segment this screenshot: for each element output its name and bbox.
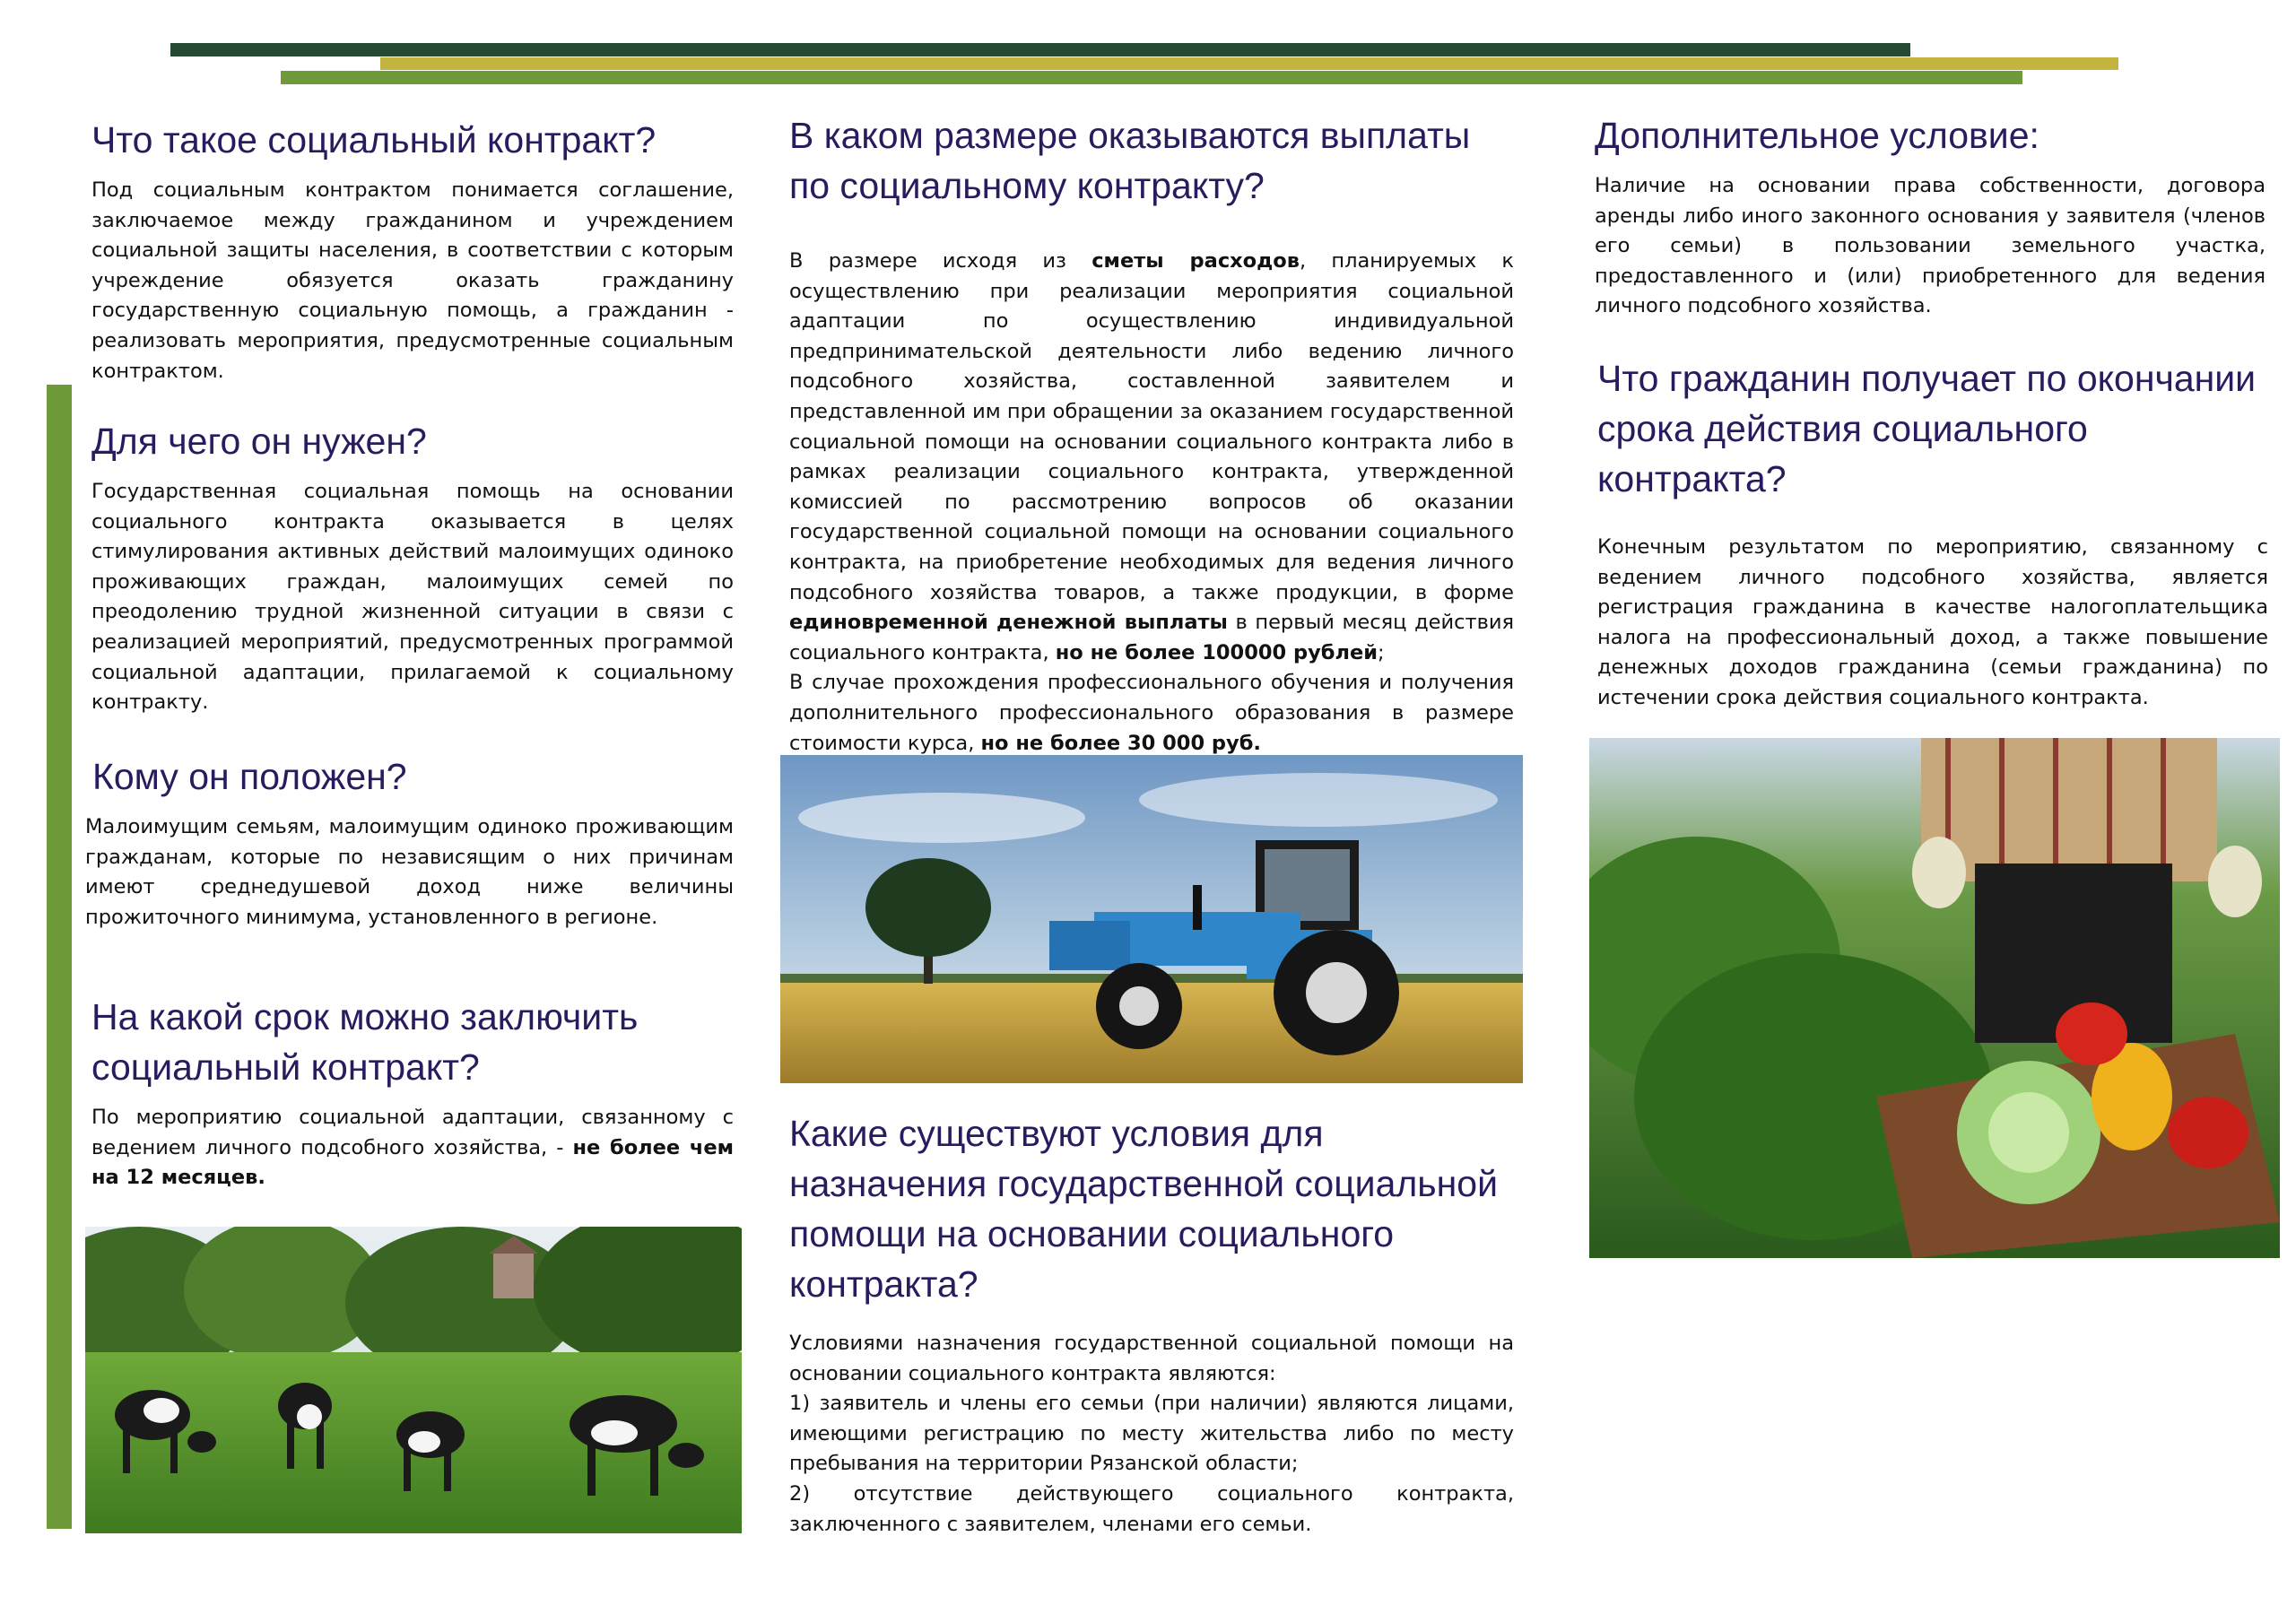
col3-section-additional	[1595, 110, 2266, 322]
training-text: В случае прохождения профессионального обучения и получения дополнительного профессионального образования в размере стоимости курса,	[789, 671, 1514, 755]
text-condition-2: 2) отсутствие действующего социального контракта, заключенного с заявителем, членами его семьи.	[789, 1481, 1514, 1536]
tractor-field-image	[780, 755, 1523, 1083]
top-bar-green	[281, 71, 2022, 84]
text-conditions-intro: Условиями назначения государственной социальной помощи на основании социального контракта являются:	[789, 1332, 1514, 1385]
text-contract-result: Конечным результатом по мероприятию, связанному с ведением личного подсобного хозяйства, является регистрация гражданина в качестве налогоплательщика налога на профессиональный доход, а также повышение денежных доходов гражданина (семьи гражданина) по истечении срока действия социального контракта.	[1597, 535, 2268, 709]
heading-payment-amount: В каком размере оказываются выплаты по социальному контракту?	[789, 115, 1471, 206]
col1-section-why	[91, 416, 734, 718]
payment-text-4: ;	[1378, 640, 1385, 664]
heading-additional-condition: Дополнительное условие:	[1595, 115, 2039, 156]
heading-what-is-contract: Что такое социальный контракт?	[91, 119, 657, 161]
heading-conditions: Какие существуют условия для назначения государственной социальной помощи на основании социального контракта?	[789, 1113, 1499, 1305]
heading-who-eligible: Кому он положен?	[92, 756, 407, 797]
text-additional-condition: Наличие на основании права собственности, договора аренды либо иного законного основания у заявителя (членов его семьи) в пользовании земельного участка, предоставленного и (или) приобретенного для ведения личного подсобного хозяйства.	[1595, 174, 2266, 318]
col2-section-payments	[789, 110, 1514, 759]
payment-text-3: в первый месяц действия социального контракта,	[789, 611, 1514, 664]
term-bold: не более чем на 12 месяцев.	[91, 1135, 734, 1190]
col1-section-term	[91, 992, 734, 1193]
text-contract-term	[91, 1103, 734, 1193]
term-text: По мероприятию социальной адаптации, связанному с ведением личного подсобного хозяйства, -	[91, 1106, 734, 1159]
top-bar-olive	[380, 57, 2118, 70]
payment-text-2: , планируемых к осуществлению при реализации мероприятия социальной адаптации по осуществлению индивидуальной предпринимательской деятельности либо ведению личного подсобного хозяйства, составленной заявителем и представленной им при обращении за оказанием государственной социальной помощи на основании социального контракта либо в рамках реализации социального контракта, утвержденной комиссией по рассмотрению вопросов об оказании государственной социальной помощи на основании социального контракта, на приобретение необходимых для ведения личного подсобного хозяйства товаров, а также продукции, в форме	[789, 249, 1514, 604]
text-what-is-contract: Под социальным контрактом понимается соглашение, заключаемое между гражданином и учреждением социальной защиты населения, в соответствии с которым учреждение обязуется оказать гражданину государственную социальную помощь, а гражданин - реализовать мероприятия, предусмотренные социальным контрактом.	[91, 178, 734, 383]
payment-bold-2: единовременной денежной выплаты	[789, 611, 1228, 635]
heading-contract-term: На какой срок можно заключить социальный контракт?	[91, 996, 639, 1088]
text-why-needed: Государственная социальная помощь на основании социального контракта оказывается в целях стимулирования активных действий малоимущих одиноко проживающих граждан, малоимущих семей по преодолению трудной жизненной ситуации в связи с реализацией мероприятий, предусмотренных программой социальной адаптации, прилагаемой к социальному контракту.	[91, 480, 734, 715]
top-bar-dark	[170, 43, 1910, 56]
col2-section-conditions	[789, 1108, 1514, 1540]
text-payment-amount	[789, 247, 1514, 668]
col3-section-result	[1597, 353, 2268, 714]
training-bold: но не более 30 000 руб.	[980, 731, 1261, 755]
text-payment-training	[789, 668, 1514, 759]
col1-section-what	[91, 115, 734, 386]
heading-contract-result: Что гражданин получает по окончании срока действия социального контракта?	[1597, 358, 2257, 499]
payment-bold-3: но не более 100000 рублей	[1055, 640, 1378, 664]
heading-why-needed: Для чего он нужен?	[91, 421, 427, 462]
col1-section-who	[85, 751, 734, 933]
left-accent-bar	[47, 385, 72, 1529]
cows-pasture-image	[85, 1227, 742, 1533]
payment-bold-1: сметы расходов	[1091, 249, 1300, 273]
vegetables-cart-image	[1589, 738, 2280, 1258]
payment-text-1: В размере исходя из	[789, 249, 1092, 273]
text-who-eligible: Малоимущим семьям, малоимущим одиноко проживающим гражданам, которые по независящим о них причинам имеют среднедушевой доход ниже величины прожиточного минимума, установленного в регионе.	[85, 815, 734, 929]
text-condition-1: 1) заявитель и члены его семьи (при наличии) являются лицами, имеющими регистрацию по месту жительства либо по месту пребывания на территории Рязанской области;	[789, 1392, 1514, 1476]
